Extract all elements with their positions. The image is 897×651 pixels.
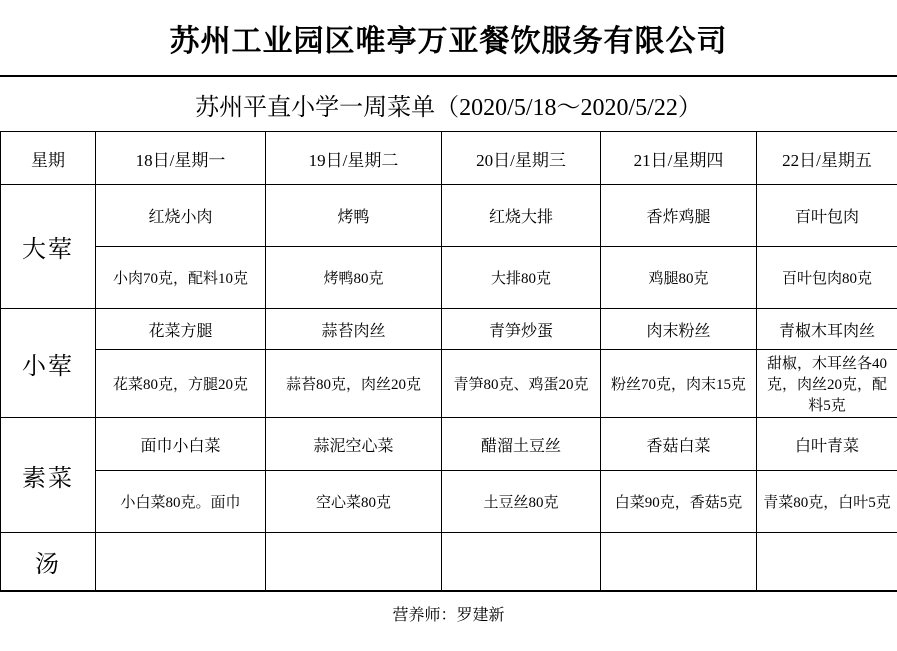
amount-cell: 花菜80克，方腿20克 bbox=[96, 350, 266, 418]
amount-cell: 烤鸭80克 bbox=[266, 247, 442, 309]
dish-cell: 花菜方腿 bbox=[96, 309, 266, 350]
amount-cell: 土豆丝80克 bbox=[442, 471, 601, 533]
amount-cell: 白菜90克，香菇5克 bbox=[601, 471, 757, 533]
dish-cell: 百叶包肉 bbox=[757, 185, 897, 247]
nutritionist-credit: 营养师：罗建新 bbox=[392, 606, 505, 624]
category-label-small-meat: 小荤 bbox=[1, 309, 96, 418]
category-label-main-meat: 大荤 bbox=[1, 185, 96, 309]
weekly-menu-table bbox=[0, 131, 897, 592]
dish-cell: 青笋炒蛋 bbox=[442, 309, 601, 350]
dish-cell: 烤鸭 bbox=[266, 185, 442, 247]
main-meat-dish-row bbox=[1, 185, 897, 247]
amount-cell: 大排80克 bbox=[442, 247, 601, 309]
dish-cell: 红烧小肉 bbox=[96, 185, 266, 247]
small-meat-amount-row bbox=[1, 350, 897, 418]
dish-cell: 蒜苔肉丝 bbox=[266, 309, 442, 350]
main-meat-amount-row bbox=[1, 247, 897, 309]
dish-cell: 蒜泥空心菜 bbox=[266, 418, 442, 471]
header-week: 星期 bbox=[1, 132, 96, 185]
dish-cell: 面巾小白菜 bbox=[96, 418, 266, 471]
header-thursday: 21日/星期四 bbox=[601, 132, 757, 185]
vegetable-amount-row bbox=[1, 471, 897, 533]
dish-cell: 香菇白菜 bbox=[601, 418, 757, 471]
amount-cell: 甜椒，木耳丝各40克，肉丝20克，配料5克 bbox=[757, 350, 897, 418]
soup-row bbox=[1, 533, 897, 591]
empty-cell bbox=[601, 533, 757, 591]
amount-cell: 青菜80克，白叶5克 bbox=[757, 471, 897, 533]
category-label-vegetable: 素菜 bbox=[1, 418, 96, 533]
amount-cell: 百叶包肉80克 bbox=[757, 247, 897, 309]
amount-cell: 小白菜80克。面巾 bbox=[96, 471, 266, 533]
company-title: 苏州工业园区唯亭万亚餐饮服务有限公司 bbox=[0, 0, 897, 77]
header-friday: 22日/星期五 bbox=[757, 132, 897, 185]
category-label-soup: 汤 bbox=[1, 533, 96, 591]
dish-cell: 肉末粉丝 bbox=[601, 309, 757, 350]
empty-cell bbox=[757, 533, 897, 591]
dish-cell: 醋溜土豆丝 bbox=[442, 418, 601, 471]
empty-cell bbox=[266, 533, 442, 591]
amount-cell: 青笋80克、鸡蛋20克 bbox=[442, 350, 601, 418]
small-meat-dish-row bbox=[1, 309, 897, 350]
header-tuesday: 19日/星期二 bbox=[266, 132, 442, 185]
dish-cell: 红烧大排 bbox=[442, 185, 601, 247]
amount-cell: 粉丝70克，肉末15克 bbox=[601, 350, 757, 418]
dish-cell: 香炸鸡腿 bbox=[601, 185, 757, 247]
header-wednesday: 20日/星期三 bbox=[442, 132, 601, 185]
menu-subtitle: 苏州平直小学一周菜单（2020/5/18～2020/5/22） bbox=[195, 94, 702, 121]
vegetable-dish-row bbox=[1, 418, 897, 471]
empty-cell bbox=[96, 533, 266, 591]
dish-cell: 青椒木耳肉丝 bbox=[757, 309, 897, 350]
amount-cell: 蒜苔80克，肉丝20克 bbox=[266, 350, 442, 418]
dish-cell: 白叶青菜 bbox=[757, 418, 897, 471]
empty-cell bbox=[442, 533, 601, 591]
amount-cell: 空心菜80克 bbox=[266, 471, 442, 533]
header-row bbox=[1, 132, 897, 185]
amount-cell: 小肉70克，配料10克 bbox=[96, 247, 266, 309]
header-monday: 18日/星期一 bbox=[96, 132, 266, 185]
amount-cell: 鸡腿80克 bbox=[601, 247, 757, 309]
